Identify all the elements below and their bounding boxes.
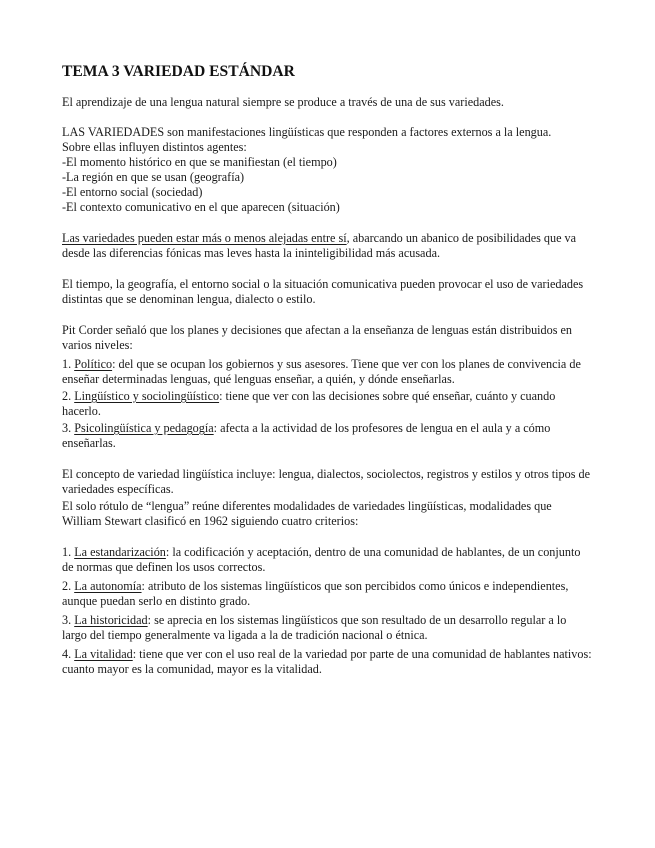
time-paragraph: El tiempo, la geografía, el entorno social o la situación comunicativa pueden provocar el uso de variedades distintas que se denominan lengua, dialecto o estilo. (62, 277, 584, 306)
criterion-item: 1. La estandarización: la codificación y aceptación, dentro de una comunidad de hablantes, de un conjunto de normas que definen los usos correctos. (62, 545, 581, 574)
distance-rest: , abarcando un abanico de posibilidades que va desde las diferencias fónicas mas leves hasta la ininteligibilidad más acusada. (62, 231, 577, 260)
distance-underlined: Las variedades pueden estar más o menos alejadas entre sí (62, 231, 347, 245)
agent-item: -El contexto comunicativo en el que aparecen (situación) (62, 200, 340, 214)
varieties-definition: LAS VARIEDADES son manifestaciones lingüísticas que responden a factores externos a la lengua. (62, 125, 552, 139)
criterion-item: 4. La vitalidad: tiene que ver con el uso real de la variedad por parte de una comunidad de hablantes nativos: cuanto mayor es la comunidad, mayor es la vitalidad. (62, 647, 592, 676)
criterion-item: 3. La historicidad: se aprecia en los sistemas lingüísticos que son resultado de un desarrollo regular a lo largo del tiempo generalmente va ligada a la de tradición nacional o étnica. (62, 613, 567, 642)
criterion-term: La vitalidad (74, 647, 133, 661)
level-term: Psicolingüística y pedagogía (74, 421, 214, 435)
stewart-paragraph: El solo rótulo de “lengua” reúne diferentes modalidades de variedades lingüísticas, modalidades que William Stewart clasificó en 1962 siguiendo cuatro criterios: (62, 499, 552, 528)
criterion-term: La autonomía (74, 579, 142, 593)
corder-intro: Pit Corder señaló que los planes y decisiones que afectan a la enseñanza de lenguas están distribuidos en varios niveles: (62, 323, 573, 352)
document-title: TEMA 3 VARIEDAD ESTÁNDAR (62, 63, 295, 80)
distance-paragraph (62, 231, 593, 261)
level-item: 2. Lingüístico y sociolingüístico: tiene que ver con las decisiones sobre qué enseñar, cuánto y cuando hacerlo. (62, 389, 556, 418)
level-item: 3. Psicolingüística y pedagogía: afecta a la actividad de los profesores de lengua en el aula y a cómo enseñarlas. (62, 421, 551, 450)
concept-paragraph: El concepto de variedad lingüística incluye: lengua, dialectos, sociolectos, registros y estilos y otros tipos de variedades específicas. (62, 467, 590, 496)
agent-item: -El entorno social (sociedad) (62, 185, 203, 199)
level-term: Lingüístico y sociolingüístico (74, 389, 220, 403)
intro-paragraph: El aprendizaje de una lengua natural siempre se produce a través de una de sus variedades. (62, 95, 504, 109)
varieties-agents-intro: Sobre ellas influyen distintos agentes: (62, 140, 247, 154)
level-item: 1. Político: del que se ocupan los gobiernos y sus asesores. Tiene que ver con los planes de convivencia de enseñar determinadas lenguas, qué lenguas enseñar, a quién, y dónde enseñarlas. (62, 357, 581, 386)
level-term: Político (74, 357, 113, 371)
agent-item: -El momento histórico en que se manifiestan (el tiempo) (62, 155, 337, 169)
agent-item: -La región en que se usan (geografía) (62, 170, 245, 184)
criterion-term: La estandarización (74, 545, 166, 559)
varieties-section (62, 125, 593, 215)
criterion-term: La historicidad (74, 613, 148, 627)
criterion-item: 2. La autonomía: atributo de los sistemas lingüísticos que son percibidos como únicos e independientes, aunque puedan serlo en distinto grado. (62, 579, 569, 608)
